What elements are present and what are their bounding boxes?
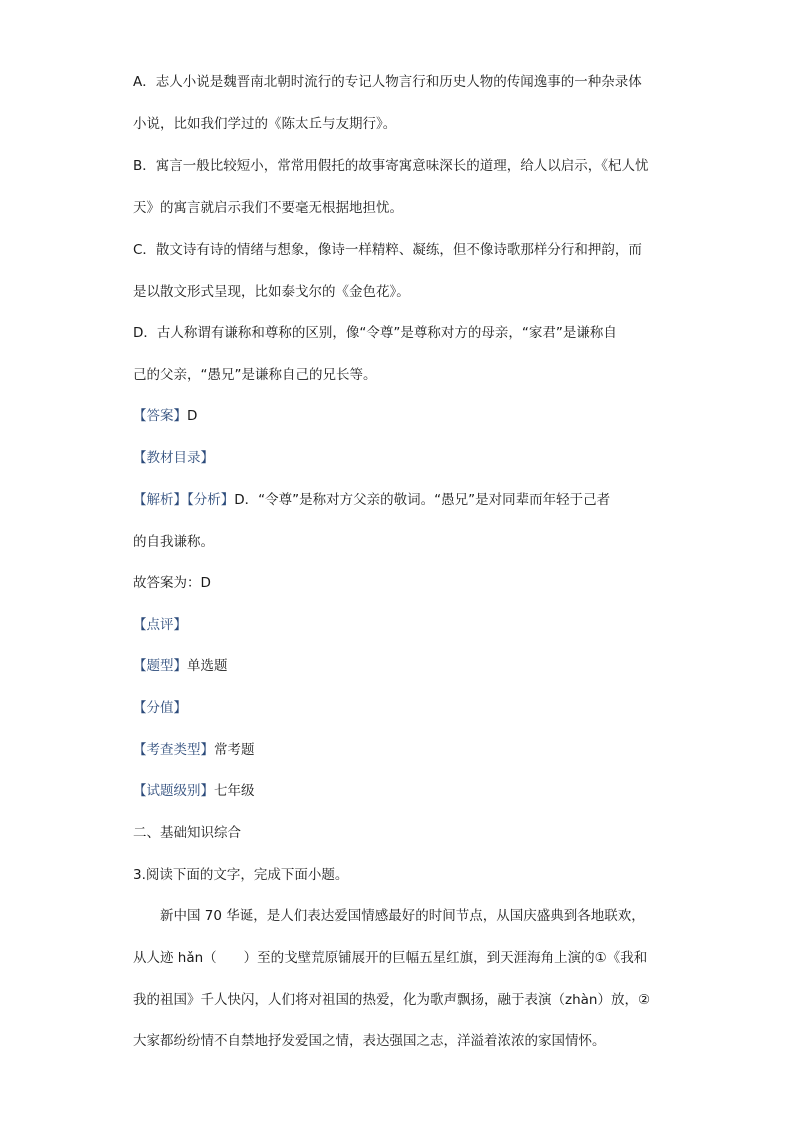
question-3-paragraph-line-2: 从人迹 hǎn（ ）至的戈壁荒原铺展开的巨幅五星红旗，到天涯海角上演的①《我和: [133, 950, 648, 966]
option-c-line-1: C．散文诗有诗的情绪与想象，像诗一样精粹、凝练，但不像诗歌那样分行和押韵，而: [133, 242, 642, 258]
catalog-tag: 【教材目录】: [133, 450, 214, 466]
analysis-line-2: 的自我谦称。: [133, 534, 214, 550]
exam-type-value: 常考题: [214, 742, 255, 758]
option-a-line-1: A．志人小说是魏晋南北朝时流行的专记人物言行和历史人物的传闻逸事的一种杂录体: [133, 74, 642, 90]
exam-type-row: [133, 740, 673, 760]
score-row: [133, 698, 673, 718]
grade-tag: 【试题级别】: [133, 783, 214, 799]
question-3-paragraph-line-1: 新中国 70 华诞，是人们表达爱国情感最好的时间节点，从国庆盛典到各地联欢，: [160, 908, 645, 924]
option-c-line-2: 是以散文形式呈现，比如泰戈尔的《金色花》。: [133, 284, 410, 300]
answer-value: D: [187, 408, 198, 424]
option-d-line-1: D．古人称谓有谦称和尊称的区别，像“令尊”是尊称对方的母亲，“家君”是谦称自: [133, 325, 617, 341]
analysis-conclusion: 故答案为：D: [133, 575, 211, 591]
review-row: [133, 615, 673, 635]
analysis-line-1: [133, 490, 673, 510]
score-tag: 【分值】: [133, 700, 187, 716]
review-tag: 【点评】: [133, 617, 187, 633]
option-b-line-1: B．寓言一般比较短小，常常用假托的故事寄寓意味深长的道理，给人以启示，《杞人忧: [133, 158, 649, 174]
question-type-tag: 【题型】: [133, 658, 187, 674]
question-3-paragraph-line-4: 大家都纷纷情不自禁地抒发爱国之情，表达强国之志，洋溢着浓浓的家国情怀。: [133, 1033, 606, 1049]
question-type-row: [133, 656, 673, 676]
option-d-line-2: 己的父亲，“愚兄”是谦称自己的兄长等。: [133, 367, 377, 383]
analysis-text-1: D．“令尊”是称对方父亲的敬词。“愚兄”是对同辈而年轻于己者: [234, 492, 611, 508]
option-b-line-2: 天》的寓言就启示我们不要毫无根据地担忧。: [133, 200, 403, 216]
grade-value: 七年级: [214, 783, 255, 799]
grade-row: [133, 781, 673, 801]
section-title: 二、基础知识综合: [133, 825, 241, 841]
question-type-value: 单选题: [187, 658, 228, 674]
analysis-tag: 【解析】【分析】: [133, 492, 235, 508]
catalog-row: [133, 448, 673, 468]
exam-type-tag: 【考查类型】: [133, 742, 214, 758]
answer-row: [133, 406, 673, 426]
question-3-paragraph-line-3: 我的祖国》千人快闪，人们将对祖国的热爱，化为歌声飘扬，融于表演（zhàn）放，②: [133, 992, 651, 1008]
question-3-title: 3.阅读下面的文字，完成下面小题。: [133, 867, 349, 883]
option-a-line-2: 小说，比如我们学过的《陈太丘与友期行》。: [133, 116, 397, 132]
answer-tag: 【答案】: [133, 408, 187, 424]
